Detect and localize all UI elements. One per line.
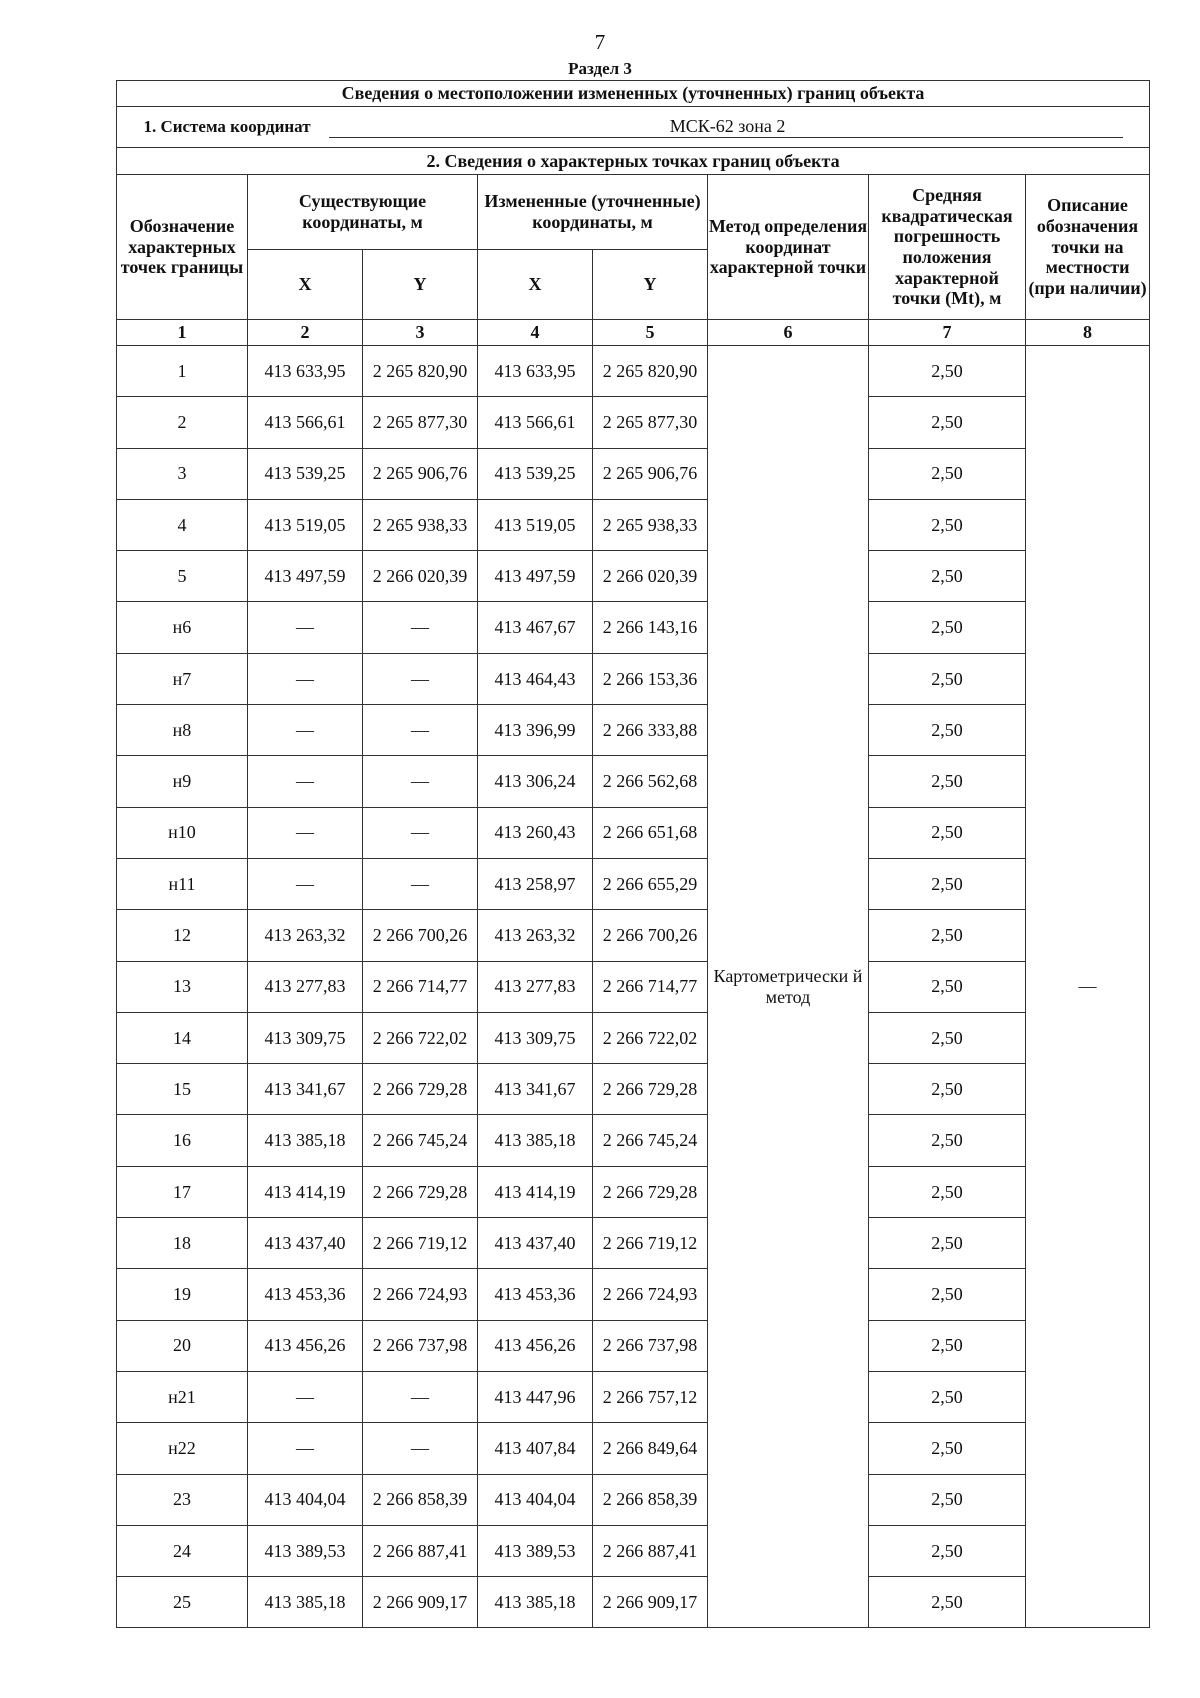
table-row (117, 1474, 1150, 1525)
existing-x: 413 277,83 (248, 961, 363, 1012)
point-id: н9 (117, 756, 248, 807)
table-row (117, 1012, 1150, 1063)
page-number: 7 (594, 30, 606, 54)
mean-error: 2,50 (869, 602, 1026, 653)
table-row (117, 705, 1150, 756)
point-id: 19 (117, 1269, 248, 1320)
changed-x: 413 389,53 (478, 1525, 593, 1576)
point-id: 5 (117, 551, 248, 602)
existing-x: 413 539,25 (248, 448, 363, 499)
changed-y: 2 265 938,33 (593, 499, 708, 550)
section-title: Раздел 3 (568, 59, 632, 78)
mean-error: 2,50 (869, 1474, 1026, 1525)
mean-error: 2,50 (869, 1012, 1026, 1063)
coord-system-label: 1. Система координат (143, 117, 311, 137)
table-row (117, 1371, 1150, 1422)
coord-system-value: МСК-62 зона 2 (329, 116, 1123, 138)
changed-y: 2 266 651,68 (593, 807, 708, 858)
changed-y: 2 266 729,28 (593, 1064, 708, 1115)
changed-x: 413 277,83 (478, 961, 593, 1012)
existing-y: — (363, 1371, 478, 1422)
column-number: 6 (708, 320, 869, 346)
existing-y: — (363, 807, 478, 858)
table-row (117, 499, 1150, 550)
mean-error: 2,50 (869, 807, 1026, 858)
point-id: н22 (117, 1423, 248, 1474)
existing-y: 2 266 737,98 (363, 1320, 478, 1371)
existing-x: 413 389,53 (248, 1525, 363, 1576)
mean-error: 2,50 (869, 1115, 1026, 1166)
table-row (117, 397, 1150, 448)
changed-y: 2 265 906,76 (593, 448, 708, 499)
point-id: 18 (117, 1218, 248, 1269)
changed-x: 413 519,05 (478, 499, 593, 550)
existing-x: — (248, 807, 363, 858)
changed-y: 2 266 722,02 (593, 1012, 708, 1063)
table-row (117, 961, 1150, 1012)
table-row (117, 1064, 1150, 1115)
changed-x: 413 633,95 (478, 346, 593, 397)
existing-x: — (248, 653, 363, 704)
header-method: Метод определения координат характерной точки (708, 175, 869, 320)
changed-x: 413 437,40 (478, 1218, 593, 1269)
point-id: 23 (117, 1474, 248, 1525)
mean-error: 2,50 (869, 346, 1026, 397)
header-changed-x: X (478, 250, 593, 320)
changed-x: 413 453,36 (478, 1269, 593, 1320)
existing-x: 413 404,04 (248, 1474, 363, 1525)
existing-y: — (363, 1423, 478, 1474)
existing-y: 2 266 714,77 (363, 961, 478, 1012)
header-mean-error: Средняя квадратическая погрешность положения характерной точки (Mt), м (869, 175, 1026, 320)
changed-x: 413 404,04 (478, 1474, 593, 1525)
changed-x: 413 306,24 (478, 756, 593, 807)
changed-y: 2 266 745,24 (593, 1115, 708, 1166)
existing-x: 413 633,95 (248, 346, 363, 397)
changed-y: 2 266 724,93 (593, 1269, 708, 1320)
table-row (117, 1423, 1150, 1474)
mean-error: 2,50 (869, 858, 1026, 909)
mean-error: 2,50 (869, 499, 1026, 550)
header-description: Описание обозначения точки на местности (при наличии) (1026, 175, 1150, 320)
table-row (117, 602, 1150, 653)
existing-x: 413 341,67 (248, 1064, 363, 1115)
header-changed-y: Y (593, 250, 708, 320)
existing-y: — (363, 705, 478, 756)
mean-error: 2,50 (869, 1218, 1026, 1269)
existing-x: 413 497,59 (248, 551, 363, 602)
changed-x: 413 566,61 (478, 397, 593, 448)
changed-x: 413 456,26 (478, 1320, 593, 1371)
table-row (117, 1115, 1150, 1166)
existing-x: 413 566,61 (248, 397, 363, 448)
existing-x: 413 456,26 (248, 1320, 363, 1371)
table-row (117, 1320, 1150, 1371)
point-id: 24 (117, 1525, 248, 1576)
changed-x: 413 539,25 (478, 448, 593, 499)
table-row (117, 1269, 1150, 1320)
header-existing-x: X (248, 250, 363, 320)
points-title: 2. Сведения о характерных точках границ объекта (117, 148, 1150, 175)
existing-y: 2 266 729,28 (363, 1064, 478, 1115)
mean-error: 2,50 (869, 397, 1026, 448)
point-id: 16 (117, 1115, 248, 1166)
existing-y: 2 265 877,30 (363, 397, 478, 448)
point-id: н11 (117, 858, 248, 909)
column-number: 1 (117, 320, 248, 346)
changed-y: 2 266 655,29 (593, 858, 708, 909)
existing-y: 2 266 745,24 (363, 1115, 478, 1166)
table-row (117, 807, 1150, 858)
mean-error: 2,50 (869, 756, 1026, 807)
header-existing-coords: Существующие координаты, м (248, 175, 478, 250)
point-id: н7 (117, 653, 248, 704)
existing-y: 2 265 820,90 (363, 346, 478, 397)
existing-x: — (248, 602, 363, 653)
mean-error: 2,50 (869, 1371, 1026, 1422)
changed-y: 2 266 562,68 (593, 756, 708, 807)
mean-error: 2,50 (869, 1064, 1026, 1115)
changed-x: 413 260,43 (478, 807, 593, 858)
mean-error: 2,50 (869, 1423, 1026, 1474)
existing-y: 2 266 722,02 (363, 1012, 478, 1063)
mean-error: 2,50 (869, 961, 1026, 1012)
boundary-points-table (116, 80, 1150, 1628)
existing-y: — (363, 858, 478, 909)
changed-x: 413 385,18 (478, 1115, 593, 1166)
point-id: 15 (117, 1064, 248, 1115)
changed-y: 2 266 714,77 (593, 961, 708, 1012)
mean-error: 2,50 (869, 1166, 1026, 1217)
column-number: 4 (478, 320, 593, 346)
table-row (117, 1577, 1150, 1628)
column-number: 5 (593, 320, 708, 346)
mean-error: 2,50 (869, 1577, 1026, 1628)
changed-y: 2 266 887,41 (593, 1525, 708, 1576)
mean-error: 2,50 (869, 448, 1026, 499)
existing-y: 2 266 858,39 (363, 1474, 478, 1525)
mean-error: 2,50 (869, 1269, 1026, 1320)
table-row (117, 346, 1150, 397)
existing-y: 2 266 020,39 (363, 551, 478, 602)
mean-error: 2,50 (869, 910, 1026, 961)
existing-y: 2 266 729,28 (363, 1166, 478, 1217)
changed-x: 413 414,19 (478, 1166, 593, 1217)
existing-x: 413 519,05 (248, 499, 363, 550)
changed-y: 2 266 737,98 (593, 1320, 708, 1371)
changed-y: 2 265 820,90 (593, 346, 708, 397)
description-value: — (1026, 346, 1150, 1628)
column-number: 7 (869, 320, 1026, 346)
table-row (117, 448, 1150, 499)
existing-x: 413 385,18 (248, 1115, 363, 1166)
existing-x: — (248, 1423, 363, 1474)
existing-x: 413 437,40 (248, 1218, 363, 1269)
point-id: н10 (117, 807, 248, 858)
table-row (117, 551, 1150, 602)
mean-error: 2,50 (869, 1525, 1026, 1576)
changed-x: 413 396,99 (478, 705, 593, 756)
existing-x: 413 453,36 (248, 1269, 363, 1320)
changed-y: 2 266 143,16 (593, 602, 708, 653)
existing-y: 2 266 700,26 (363, 910, 478, 961)
header-designation: Обозначение характерных точек границы (117, 175, 248, 320)
changed-y: 2 266 333,88 (593, 705, 708, 756)
mean-error: 2,50 (869, 653, 1026, 704)
existing-y: — (363, 756, 478, 807)
point-id: 3 (117, 448, 248, 499)
changed-y: 2 266 909,17 (593, 1577, 708, 1628)
changed-x: 413 464,43 (478, 653, 593, 704)
changed-y: 2 266 020,39 (593, 551, 708, 602)
table-title: Сведения о местоположении измененных (уточненных) границ объекта (117, 81, 1150, 107)
point-id: 20 (117, 1320, 248, 1371)
changed-x: 413 309,75 (478, 1012, 593, 1063)
point-id: н21 (117, 1371, 248, 1422)
table-row (117, 653, 1150, 704)
changed-y: 2 266 849,64 (593, 1423, 708, 1474)
existing-y: — (363, 653, 478, 704)
mean-error: 2,50 (869, 1320, 1026, 1371)
existing-y: 2 266 724,93 (363, 1269, 478, 1320)
table-row (117, 1166, 1150, 1217)
method-value: Картометрически й метод (708, 346, 869, 1628)
point-id: 13 (117, 961, 248, 1012)
changed-x: 413 497,59 (478, 551, 593, 602)
existing-y: 2 266 887,41 (363, 1525, 478, 1576)
existing-y: 2 265 906,76 (363, 448, 478, 499)
point-id: 4 (117, 499, 248, 550)
changed-y: 2 266 858,39 (593, 1474, 708, 1525)
mean-error: 2,50 (869, 551, 1026, 602)
existing-y: 2 265 938,33 (363, 499, 478, 550)
existing-x: — (248, 756, 363, 807)
existing-x: 413 263,32 (248, 910, 363, 961)
point-id: 25 (117, 1577, 248, 1628)
header-existing-y: Y (363, 250, 478, 320)
existing-x: — (248, 858, 363, 909)
existing-x: 413 309,75 (248, 1012, 363, 1063)
point-id: 14 (117, 1012, 248, 1063)
point-id: н8 (117, 705, 248, 756)
existing-x: 413 385,18 (248, 1577, 363, 1628)
column-number: 8 (1026, 320, 1150, 346)
changed-x: 413 407,84 (478, 1423, 593, 1474)
changed-y: 2 266 757,12 (593, 1371, 708, 1422)
column-number: 2 (248, 320, 363, 346)
existing-x: 413 414,19 (248, 1166, 363, 1217)
table-row (117, 756, 1150, 807)
mean-error: 2,50 (869, 705, 1026, 756)
header-changed-coords: Измененные (уточненные) координаты, м (478, 175, 708, 250)
existing-x: — (248, 705, 363, 756)
table-row (117, 1218, 1150, 1269)
changed-x: 413 385,18 (478, 1577, 593, 1628)
table-row (117, 1525, 1150, 1576)
changed-x: 413 263,32 (478, 910, 593, 961)
existing-x: — (248, 1371, 363, 1422)
changed-x: 413 341,67 (478, 1064, 593, 1115)
point-id: 2 (117, 397, 248, 448)
changed-x: 413 467,67 (478, 602, 593, 653)
changed-y: 2 266 153,36 (593, 653, 708, 704)
point-id: н6 (117, 602, 248, 653)
changed-x: 413 258,97 (478, 858, 593, 909)
changed-y: 2 266 700,26 (593, 910, 708, 961)
changed-y: 2 266 729,28 (593, 1166, 708, 1217)
table-row (117, 858, 1150, 909)
point-id: 12 (117, 910, 248, 961)
changed-y: 2 265 877,30 (593, 397, 708, 448)
point-id: 1 (117, 346, 248, 397)
changed-y: 2 266 719,12 (593, 1218, 708, 1269)
coord-system-row (117, 107, 1150, 148)
existing-y: 2 266 909,17 (363, 1577, 478, 1628)
changed-x: 413 447,96 (478, 1371, 593, 1422)
existing-y: — (363, 602, 478, 653)
table-row (117, 910, 1150, 961)
point-id: 17 (117, 1166, 248, 1217)
column-number: 3 (363, 320, 478, 346)
existing-y: 2 266 719,12 (363, 1218, 478, 1269)
